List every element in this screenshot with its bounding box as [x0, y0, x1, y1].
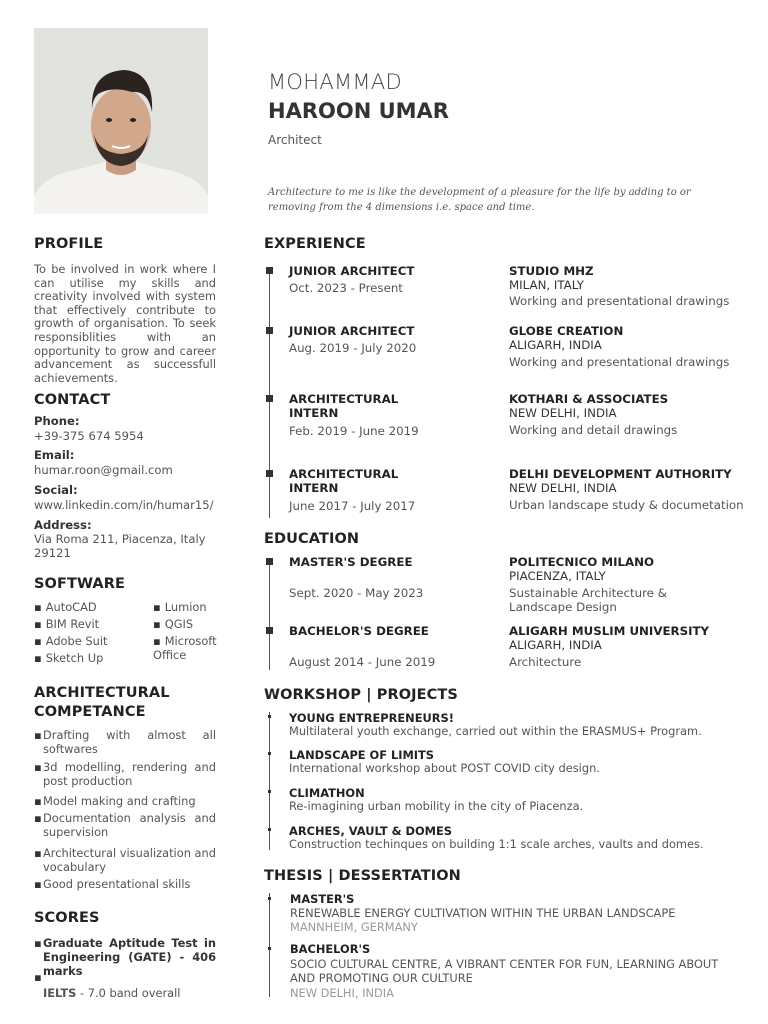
social-link[interactable]: www.linkedin.com/in/humar15/ — [34, 498, 214, 512]
job-org: STUDIO MHZ — [509, 264, 594, 278]
job-desc: Working and detail drawings — [509, 423, 678, 437]
software-heading: SOFTWARE — [34, 576, 126, 592]
timeline-marker-icon — [266, 395, 273, 402]
degree-place: ALIGARH, INDIA — [509, 638, 602, 652]
job-title: JUNIOR ARCHITECT — [289, 264, 415, 278]
ielts-score: IELTS - 7.0 band overall — [43, 986, 181, 1000]
bullet-icon: ▪ — [34, 846, 42, 860]
degree-desc: Sustainable Architecture & Landscape Design — [509, 586, 667, 614]
software-item: ▪ Adobe Suit — [34, 634, 107, 648]
degree-date: Sept. 2020 - May 2023 — [289, 586, 424, 600]
timeline-dot-icon — [268, 897, 271, 900]
timeline-marker-icon — [266, 267, 273, 274]
thesis-level: MASTER'S — [290, 892, 355, 906]
thesis-place: NEW DELHI, INDIA — [290, 986, 394, 1000]
competance-item: ▪ Good presentational skills — [34, 877, 191, 891]
contact-heading: CONTACT — [34, 392, 111, 408]
thesis-title: RENEWABLE ENERGY CULTIVATION WITHIN THE URBAN LANDSCAPE — [290, 906, 676, 920]
workshop-title: LANDSCAPE OF LIMITS — [289, 748, 435, 762]
last-name: HAROON UMAR — [268, 99, 449, 123]
competance-item: ▪ Architectural visualization and vocabulary — [34, 846, 216, 874]
job-place: NEW DELHI, INDIA — [509, 406, 617, 420]
timeline-marker-icon — [266, 470, 273, 477]
degree-title: MASTER'S DEGREE — [289, 555, 413, 569]
workshop-title: ARCHES, VAULT & DOMES — [289, 824, 452, 838]
workshop-desc: International workshop about POST COVID city design. — [289, 761, 600, 775]
timeline-dot-icon — [268, 790, 271, 793]
timeline-dot-icon — [268, 828, 271, 831]
address-value: Via Roma 211, Piacenza, Italy 29121 — [34, 532, 206, 560]
first-name: MOHAMMAD — [268, 70, 402, 94]
email-label: Email: — [34, 448, 75, 462]
job-title: ARCHITECTURAL INTERN — [289, 467, 399, 495]
job-org: KOTHARI & ASSOCIATES — [509, 392, 669, 406]
phone-label: Phone: — [34, 414, 80, 428]
software-item: ▪ Sketch Up — [34, 651, 103, 665]
bullet-icon: ▪ — [34, 936, 42, 950]
software-item: ▪ Lumion — [153, 600, 207, 614]
job-date: Aug. 2019 - July 2020 — [289, 341, 417, 355]
thesis-heading: THESIS | DESSERTATION — [264, 868, 461, 884]
bullet-icon: ▪ — [34, 877, 42, 891]
experience-timeline — [269, 268, 270, 518]
software-item: ▪ QGIS — [153, 617, 193, 631]
job-date: June 2017 - July 2017 — [289, 499, 416, 513]
profile-photo — [34, 28, 208, 214]
experience-heading: EXPERIENCE — [264, 236, 366, 252]
job-desc: Urban landscape study & documetation — [509, 498, 744, 512]
thesis-title: SOCIO CULTURAL CENTRE, A VIBRANT CENTER FOR FUN, LEARNING ABOUT AND PROMOTING OUR CULTURE — [290, 957, 719, 985]
software-item: ▪ AutoCAD — [34, 600, 97, 614]
workshop-desc: Construction techinques on building 1:1 scale arches, vaults and domes. — [289, 837, 704, 851]
workshop-title: YOUNG ENTREPRENEURS! — [289, 711, 454, 725]
timeline-dot-icon — [268, 752, 271, 755]
software-item: ▪ BIM Revit — [34, 617, 99, 631]
competance-heading-line1: ARCHITECTURAL — [34, 685, 170, 701]
job-title: JUNIOR ARCHITECT — [289, 324, 415, 338]
education-timeline — [269, 562, 270, 670]
degree-title: BACHELOR'S DEGREE — [289, 624, 429, 638]
bullet-icon: ▪ — [34, 794, 42, 808]
job-place: MILAN, ITALY — [509, 278, 584, 292]
bullet-icon: ▪ — [34, 760, 42, 774]
email-value[interactable]: humar.roon@gmail.com — [34, 463, 173, 477]
timeline-marker-icon — [266, 627, 273, 634]
job-place: NEW DELHI, INDIA — [509, 481, 617, 495]
job-org: GLOBE CREATION — [509, 324, 624, 338]
degree-date: August 2014 - June 2019 — [289, 655, 436, 669]
competance-item: ▪ Drafting with almost all softwares — [34, 728, 216, 756]
education-heading: EDUCATION — [264, 531, 360, 547]
profile-text: To be involved in work where I can utilise my skills and creativity involved with system that effectively contribute to growth of organisation. To seek responsiblities with an opportunity to grow and career advancement as successfull achievements. — [34, 262, 216, 385]
thesis-timeline — [269, 893, 270, 997]
competance-item: ▪ Documentation analysis and supervision — [34, 811, 216, 839]
job-date: Feb. 2019 - June 2019 — [289, 424, 419, 438]
bullet-icon: ▪ — [34, 728, 42, 742]
phone-value[interactable]: +39-375 674 5954 — [34, 429, 144, 443]
address-label: Address: — [34, 518, 92, 532]
job-date: Oct. 2023 - Present — [289, 281, 403, 295]
timeline-marker-icon — [266, 558, 273, 565]
workshops-heading: WORKSHOP | PROJECTS — [264, 687, 458, 703]
portrait-image — [34, 28, 208, 214]
degree-desc: Architecture — [509, 655, 582, 669]
scores-heading: SCORES — [34, 910, 100, 926]
job-desc: Working and presentational drawings — [509, 355, 730, 369]
degree-school: ALIGARH MUSLIM UNIVERSITY — [509, 624, 710, 638]
timeline-marker-icon — [266, 327, 273, 334]
degree-place: PIACENZA, ITALY — [509, 569, 606, 583]
degree-school: POLITECNICO MILANO — [509, 555, 655, 569]
social-label: Social: — [34, 483, 78, 497]
timeline-dot-icon — [268, 947, 271, 950]
competance-heading-line2: COMPETANCE — [34, 704, 146, 720]
thesis-place: MANNHEIM, GERMANY — [290, 920, 418, 934]
job-desc: Working and presentational drawings — [509, 294, 730, 308]
job-place: ALIGARH, INDIA — [509, 338, 602, 352]
job-title: ARCHITECTURAL INTERN — [289, 392, 399, 420]
profile-heading: PROFILE — [34, 236, 104, 252]
competance-item: ▪ Model making and crafting — [34, 794, 196, 808]
job-org: DELHI DEVELOPMENT AUTHORITY — [509, 467, 732, 481]
bullet-icon: ▪ — [34, 811, 42, 825]
personal-quote: Architecture to me is like the development of a pleasure for the life by adding to or removing from the 4 dimensions i.e. space and time. — [268, 187, 691, 213]
gate-score: ▪ Graduate Aptitude Test in Engineering (GATE) - 406 marks — [34, 936, 216, 978]
timeline-dot-icon — [268, 715, 271, 718]
workshop-desc: Re-imagining urban mobility in the city of Piacenza. — [289, 799, 584, 813]
workshop-title: CLIMATHON — [289, 786, 365, 800]
workshop-desc: Multilateral youth exchange, carried out within the ERASMUS+ Program. — [289, 724, 702, 738]
competance-item: ▪ 3d modelling, rendering and post production — [34, 760, 216, 788]
bullet-icon: ▪ — [34, 970, 42, 984]
job-role: Architect — [268, 133, 322, 147]
software-item: ▪ Microsoft Office — [153, 634, 219, 662]
thesis-level: BACHELOR'S — [290, 942, 371, 956]
